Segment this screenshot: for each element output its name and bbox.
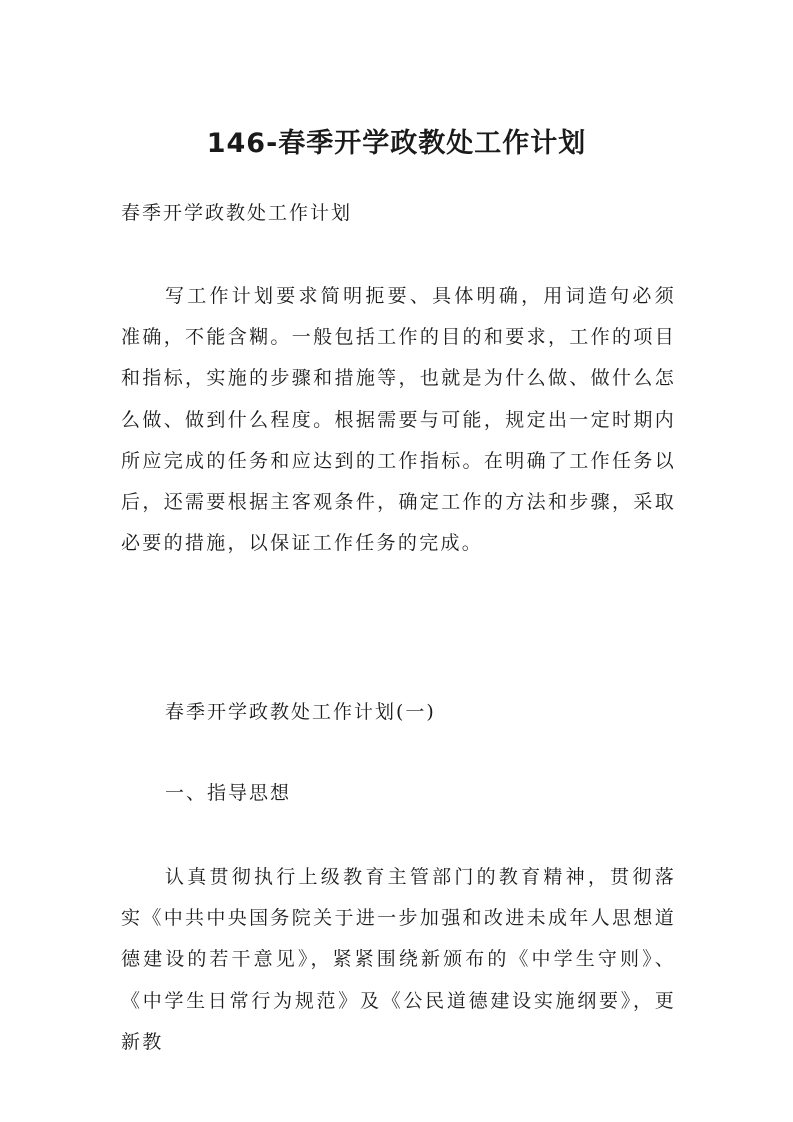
document-title: 146-春季开学政教处工作计划: [206, 128, 587, 159]
document-subtitle: 春季开学政教处工作计划: [121, 202, 353, 224]
section-heading: 一、指导思想: [165, 782, 292, 804]
section-paragraph: 认真贯彻执行上级教育主管部门的教育精神，贯彻落实《中共中央国务院关于进一步加强和改进未成年人思想道德建设的若干意见》，紧紧围绕新颁布的《中学生守则》、《中学生日常行为规范》及《公民道德建设实施纲要》，更新教: [121, 866, 676, 1053]
intro-paragraph: 写工作计划要求简明扼要、具体明确，用词造句必须准确，不能含糊。一般包括工作的目的和要求，工作的项目和指标，实施的步骤和措施等，也就是为什么做、做什么怎么做、做到什么程度。根据需要与可能，规定出一定时期内所应完成的任务和应达到的工作指标。在明确了工作任务以后，还需要根据主客观条件，确定工作的方法和步骤，采取必要的措施，以保证工作任务的完成。: [121, 285, 676, 555]
section-title: 春季开学政教处工作计划(一): [165, 701, 436, 723]
